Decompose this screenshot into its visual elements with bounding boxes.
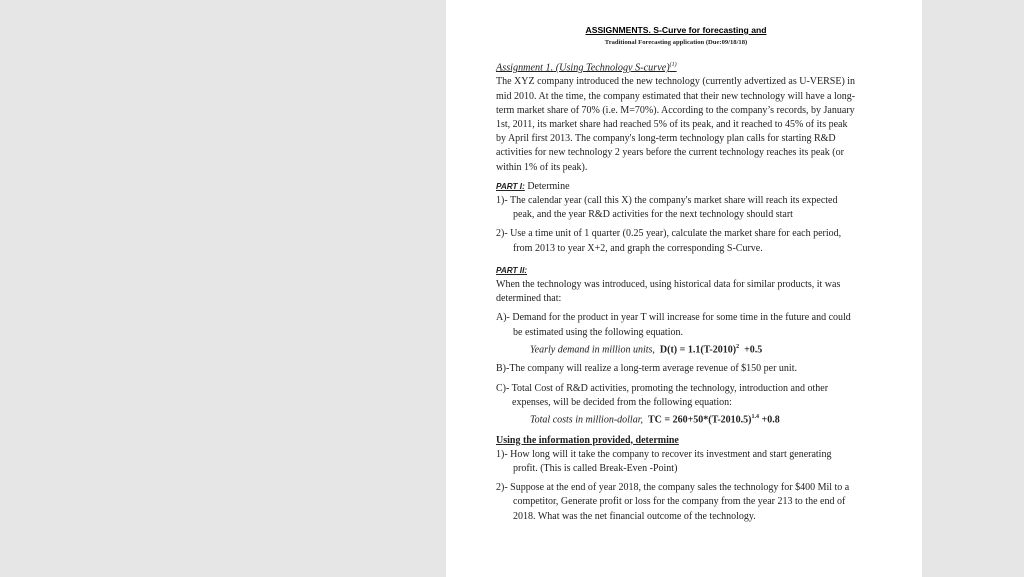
document-content <box>496 24 856 524</box>
part1-heading <box>496 180 856 194</box>
part2-heading <box>496 264 856 278</box>
part2-label: PART II: <box>496 265 528 275</box>
document-subtitle: Traditional Forecasting application (Due:09/18/18) <box>604 39 748 46</box>
document-page <box>446 0 922 577</box>
equation-a <box>496 340 856 358</box>
part1-item-1: 1)- The calendar year (call this X) the company's market share will reach its expected peak, and the year R&D activities for the next technology should start <box>496 195 838 221</box>
footnote-marker: (1) <box>669 62 677 68</box>
assignment-heading <box>496 58 856 75</box>
equation-a-tail: +0.5 <box>744 344 763 356</box>
assignment-heading-text: Assignment 1. (Using Technology S-curve) <box>496 62 670 74</box>
equation-a-label: Yearly demand in million units, <box>530 344 655 356</box>
equation-c-formula: TC = 260+50*(T-2010.5) <box>647 414 752 426</box>
equation-a-formula: D(t) = 1.1(T-2010) <box>659 344 737 356</box>
document-title: ASSIGNMENTS. S-Curve for forecasting and <box>585 25 767 35</box>
using-item-1: 1)- How long will it take the company to recover its investment and start generating profit. (This is called Break-Even -Point) <box>496 448 832 474</box>
using-item-2: 2)- Suppose at the end of year 2018, the company sales the technology for $400 Mil to a competitor, Generate profit or loss for the company from the year 213 to the end of 2018. What was the net financial outcome of the technology. <box>496 482 850 522</box>
part1-heading-text: Determine <box>524 180 570 192</box>
equation-a-exponent: 2 <box>736 343 740 350</box>
part2-item-a: A)- Demand for the product in year T will increase for some time in the future and could be estimated using the following equation. <box>496 312 851 338</box>
equation-c <box>496 410 856 428</box>
using-heading: Using the information provided, determine <box>496 434 679 446</box>
equation-c-tail: +0.8 <box>761 414 780 426</box>
part1-item-2: 2)- Use a time unit of 1 quarter (0.25 year), calculate the market share for each period, from 2013 to year X+2, and graph the corresponding S-Curve. <box>496 228 842 254</box>
equation-c-label: Total costs in million-dollar, <box>530 414 643 426</box>
intro-paragraph: The XYZ company introduced the new technology (currently advertized as U-VERSE) in mid 2010. At the time, the company estimated that their new technology will have a long-term market share of 70% (i.e. M=70%). According to the company’s records, by January 1st, 2011, its market share had reached 5% of its peak, and it reached to 45% of its peak by April first 2013. The company's long-term technology plan calls for starting R&D activities for new technology 2 years before the current technology reaches its peak (or within 1% of its peak). <box>496 76 856 173</box>
part2-intro: When the technology was introduced, using historical data for similar products, it was determined that: <box>496 279 841 305</box>
part1-label: PART I: <box>496 181 525 191</box>
part2-item-c: C)- Total Cost of R&D activities, promoting the technology, introduction and other expenses, will be decided from the following equation: <box>496 382 829 408</box>
part2-item-b: B)-The company will realize a long-term average revenue of $150 per unit. <box>496 363 797 375</box>
equation-c-exponent: 1.4 <box>751 413 760 420</box>
